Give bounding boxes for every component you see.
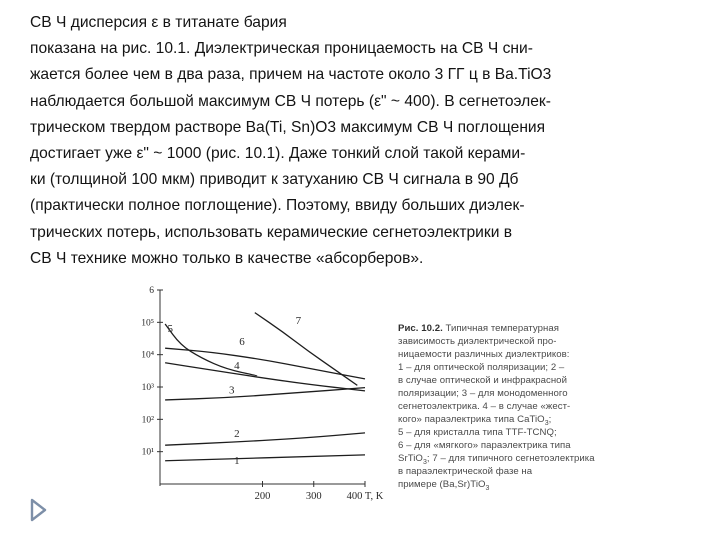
y-tick-label: 10¹ <box>141 447 154 458</box>
curve-label: 1 <box>234 454 240 467</box>
caption-line: ницаемости различных диэлектриков: <box>398 349 570 360</box>
y-tick-label: 10⁴ <box>141 350 154 361</box>
series-line-7 <box>255 313 358 386</box>
y-tick-label: 10⁵ <box>141 318 154 329</box>
series-line-2 <box>165 433 365 445</box>
text-line: жается более чем в два раза, причем на частоте около 3 ГГ ц в Ba.TiO3 <box>30 66 552 84</box>
permittivity-chart <box>110 282 384 504</box>
caption-line: поляризации; 3 – для монодоменного <box>398 388 568 399</box>
curve-label: 3 <box>229 384 235 397</box>
caption-line: Типичная температурная <box>442 323 560 334</box>
caption-line: кого» параэлектрика типа CaTiO <box>398 414 545 425</box>
text-line: трических потерь, использовать керамические сегнетоэлектрики в <box>30 223 513 241</box>
x-tick-label: 200 <box>254 491 271 502</box>
y-tick-label: 6 <box>149 286 154 296</box>
caption-line: 1 – для оптической поляризации; 2 – <box>398 362 565 373</box>
slide-text <box>30 10 710 272</box>
curve-label: 7 <box>295 314 302 327</box>
triangle-outline-icon <box>32 500 45 520</box>
caption-text: ; 7 – для типичного сегнетоэлектрика <box>426 453 595 464</box>
curve-label: 6 <box>239 335 245 348</box>
series-line-6 <box>165 348 365 379</box>
curve-label: 2 <box>234 428 240 441</box>
nav-arrow[interactable] <box>26 494 50 526</box>
caption-line: примере (Ba,Sr)TiO <box>398 479 486 490</box>
y-tick-label: 10² <box>141 415 154 426</box>
series-line-4 <box>165 363 365 391</box>
text-line: СВ Ч технике можно только в качестве «абсорберов». <box>30 249 424 267</box>
y-tick-label: 10³ <box>141 383 154 393</box>
chart-axes <box>160 290 365 486</box>
caption-line: зависимость диэлектрической про- <box>398 336 557 347</box>
caption-line: в случае оптической и инфракрасной <box>398 375 567 386</box>
subscript: 3 <box>544 419 549 427</box>
caption-text: ; <box>548 414 552 425</box>
x-tick-label: 400 T, K <box>346 491 384 502</box>
curve-label: 4 <box>234 360 240 373</box>
caption-line: SrTiO <box>398 453 423 464</box>
curve-label: 5 <box>167 323 173 336</box>
series-line-1 <box>165 455 365 461</box>
subscript: 3 <box>485 484 490 492</box>
chart-series <box>165 313 365 461</box>
text-line: (практически полное поглощение). Поэтому, ввиду больших диэлек- <box>30 197 525 215</box>
x-tick-label: 300 <box>305 491 322 502</box>
text-line: СВ Ч дисперсия ε в титанате бария <box>30 14 287 31</box>
text-line: показана на рис. 10.1. Диэлектрическая проницаемость на СВ Ч сни- <box>30 40 533 58</box>
caption-line: 6 – для «мягкого» параэлектрика типа <box>398 440 571 451</box>
text-line: достигает уже ε" ~ 1000 (рис. 10.1). Даже тонкий слой такой керами- <box>30 145 526 163</box>
caption-line: 5 – для кристалла типа TTF-TCNQ; <box>398 427 557 438</box>
text-line: наблюдается большой максимум СВ Ч потерь (ε" ~ 400). В сегнетоэлек- <box>30 92 551 110</box>
figure-caption <box>398 322 638 491</box>
caption-line: в параэлектрической фазе на <box>398 466 533 477</box>
series-line-3 <box>165 388 365 400</box>
text-line: ки (толщиной 100 мкм) приводит к затуханию СВ Ч сигнала в 90 Дб <box>30 171 519 189</box>
subscript: 3 <box>422 458 427 466</box>
caption-label: Рис. 10.2. <box>398 323 443 334</box>
text-line: трическом твердом растворе Ba(Ti, Sn)O3 максимум СВ Ч поглощения <box>30 118 546 136</box>
caption-line: сегнетоэлектрика. 4 – в случае «жест- <box>398 401 571 412</box>
